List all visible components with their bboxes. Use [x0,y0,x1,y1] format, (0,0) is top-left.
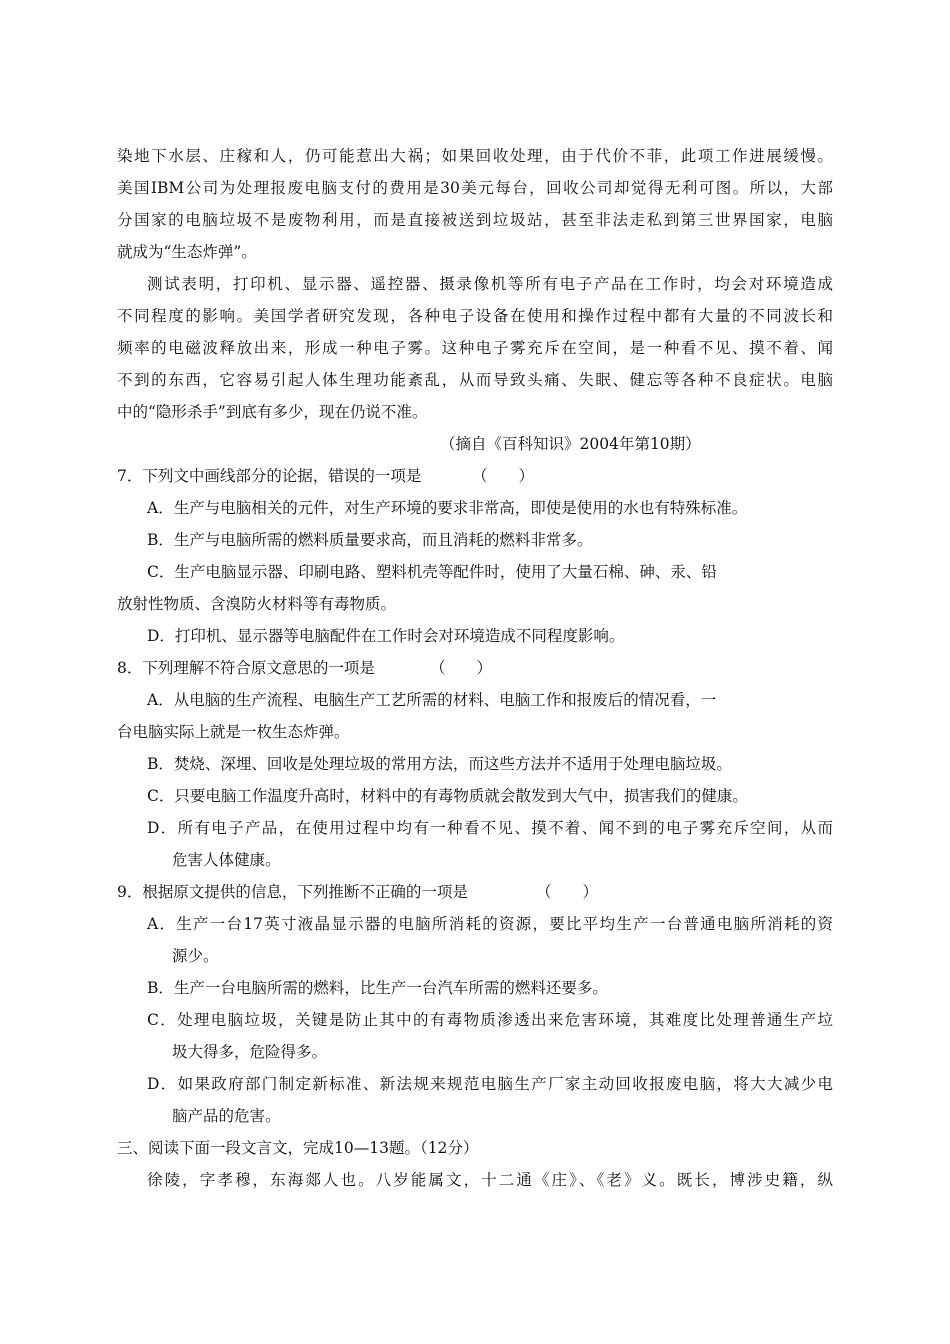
section-heading: 三、阅读下面一段文言文，完成10—13题。（12分） [117,1139,479,1157]
passage-line: 测试表明，打印机、显示器、遥控器、摄录像机等所有电子产品在工作时，均会对环境造成 [147,275,833,293]
passage-line: 美国IBM公司为处理报废电脑支付的费用是30美元每台，回收公司却觉得无利可图。所以，大部 [117,179,833,197]
option-line: A．从电脑的生产流程、电脑生产工艺所需的材料、电脑工作和报废后的情况看，一 [147,691,717,709]
option-line: D．如果政府部门制定新标准、新法规来规范电脑生产厂家主动回收报废电脑，将大大减少电 [147,1075,833,1093]
passage-line: 中的“隐形杀手”到底有多少，现在仍说不准。 [117,403,428,421]
question-stem: 9．根据原文提供的信息，下列推断不正确的一项是 [117,883,468,901]
option-line: B．焚烧、深埋、回收是处理垃圾的常用方法，而这些方法并不适用于处理电脑垃圾。 [147,755,732,773]
passage-line: 频率的电磁波释放出来，形成一种电子雾。这种电子雾充斥在空间，是一种看不见、摸不着、闻 [117,339,833,357]
option-line: 危害人体健康。 [172,851,281,869]
passage-line: 就成为“生态炸弹”。 [117,243,257,261]
passage-line: 不同程度的影响。美国学者研究发现，各种电子设备在使用和操作过程中都有大量的不同波长和 [117,307,833,325]
passage-line: 不到的东西，它容易引起人体生理功能紊乱，从而导致头痛、失眠、健忘等各种不良症状。电脑 [117,371,833,389]
answer-blank: （ ） [472,467,535,485]
option-line: 台电脑实际上就是一枚生态炸弹。 [117,723,350,741]
option-line: 放射性物质、含溴防火材料等有毒物质。 [117,595,397,613]
passage-line: 染地下水层、庄稼和人，仍可能惹出大祸；如果回收处理，由于代价不菲，此项工作进展缓慢。 [117,147,833,165]
passage-line: 分国家的电脑垃圾不是废物利用，而是直接被送到垃圾站，甚至非法走私到第三世界国家，电脑 [117,211,833,229]
option-line: 源少。 [172,947,219,965]
answer-blank: （ ） [536,883,599,901]
option-line: D．所有电子产品，在使用过程中均有一种看不见、摸不着、闻不到的电子雾充斥空间，从而 [147,819,833,837]
option-line: A．生产一台17英寸液晶显示器的电脑所消耗的资源，要比平均生产一台普通电脑所消耗的资 [147,915,833,933]
question-stem: 7．下列文中画线部分的论据，错误的一项是 [117,467,422,485]
option-line: A．生产与电脑相关的元件，对生产环境的要求非常高，即使是使用的水也有特殊标准。 [147,499,748,517]
answer-blank: （ ） [430,659,493,677]
classical-text-line: 徐陵，字孝穆，东海郯人也。八岁能属文，十二通《庄》、《老》义。既长，博涉史籍，纵 [147,1171,833,1189]
option-line: B．生产与电脑所需的燃料质量要求高，而且消耗的燃料非常多。 [147,531,593,549]
option-line: C．只要电脑工作温度升高时，材料中的有毒物质就会散发到大气中，损害我们的健康。 [147,787,748,805]
question-stem: 8．下列理解不符合原文意思的一项是 [117,659,375,677]
option-line: D．打印机、显示器等电脑配件在工作时会对环境造成不同程度影响。 [147,627,625,645]
option-line: C．生产电脑显示器、印刷电路、塑料机壳等配件时，使用了大量石棉、砷、汞、铅 [147,563,717,581]
option-line: 圾大得多，危险得多。 [172,1043,328,1061]
option-line: B．生产一台电脑所需的燃料，比生产一台汽车所需的燃料还要多。 [147,979,608,997]
passage-source: （摘自《百科知识》2004年第10期） [440,435,701,453]
option-line: C．处理电脑垃圾，关键是防止其中的有毒物质渗透出来危害环境，其难度比处理普通生产垃 [147,1011,833,1029]
option-line: 脑产品的危害。 [172,1107,281,1125]
